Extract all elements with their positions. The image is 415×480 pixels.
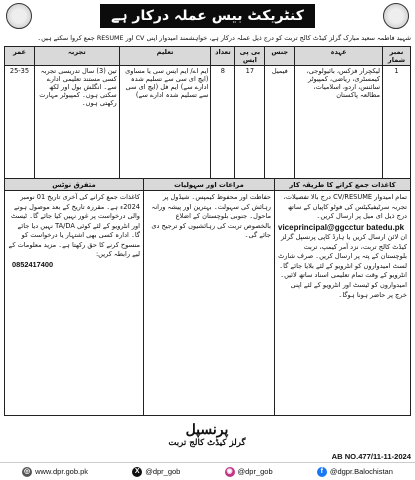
footer-instagram[interactable] [225,467,273,477]
facebook-icon: f [317,467,327,477]
footer-bar [0,462,415,480]
cell-gender: فیمیل [265,66,295,184]
signature-block [142,422,272,448]
footer-website-text: www.dpr.gob.pk [35,467,89,476]
col-header-bps: بی پی ایس [235,47,265,66]
benefits-title: مراعات اور سہولیات [144,179,274,191]
notes-text: کاغذات جمع کرانے کی آخری تاریخ 01 نومبر 2024ء ہے۔ مقررہ تاریخ کے بعد موصول ہونے والی درخواست پر غور نہیں کیا جائے گا۔ ٹیسٹ اور انٹرویو کے لئے کوئی TA/DA نہیں دیا جائے گا۔ ادارہ کسی بھی اشتہار یا درخواست کو منسوخ کرنے کا حق رکھتا ہے۔ مزید معلومات کے لیے رابطہ کریں: [8,193,140,259]
ad-number: AB NO.477/11-11-2024 [331,452,411,461]
intro-text: شہید فاطمہ سعید مبارک گرلز کیڈٹ کالج تربت کو درج ذیل عملہ درکار ہے، خواہشمند امیدوار اپنی CV اور RESUME جمع کروا سکتے ہیں۔ [37,34,411,42]
benefits-text: حفاظت اور محفوظ کیمپس۔ شیڈول پر رہائش کی سہولت۔ بہترین اور پیشہ ورانہ ماحول۔ جنوبی بلوچستان کے اضلاع بالخصوص تربت کی رہائشیوں کو ترجیح دی جائے گی۔ [151,193,271,240]
college-emblem-right [383,3,409,29]
government-emblem-left [6,3,32,29]
table-header-row [5,47,411,66]
apply-text-2: ان لائن ارسال کریں یا ہارڈ کاپی پرنسپل گرلز کیڈٹ کالج تربت، نزد آمر کیمپ، تربت بلوچستان کے پتہ پر ارسال کریں۔ صرف شارٹ لسٹ امیدواروں کو انٹرویو کے لئے بلایا جائے گا۔ انٹرویو کے وقت تمام تعلیمی اسناد ساتھ لائیں۔ امیدواروں کو ٹیسٹ اور انٹرویو کے لئے اپنی خرچ پر حاضر ہونا ہوگا۔ [278,233,407,299]
footer-twitter[interactable] [132,467,180,477]
headline: کنٹریکٹ بیس عملہ درکار ہے [100,4,315,28]
notes-title: متفرق نوٹس [5,179,143,191]
col-header-post: عہدہ [295,47,383,66]
footer-facebook-text: @dgpr.Balochistan [329,467,393,476]
footer-instagram-text: @dpr_gob [237,467,273,476]
apply-email[interactable]: viceprincipal@ggcctur batedu.pk [278,222,405,232]
cell-age: 25-35 [5,66,35,184]
col-header-education: تعلیم [119,47,211,66]
x-twitter-icon: X [132,467,142,477]
col-header-count: تعداد [211,47,235,66]
positions-table [4,46,411,184]
apply-body [275,191,410,302]
header [0,0,415,32]
table-row [5,66,411,184]
col-header-experience: تجربہ [34,47,119,66]
cell-post: لیکچرار فزکس، بائیولوجی، کیمسٹری، ریاضی، کمپیوٹر سائنس، اردو، اسلامیات، مطالعہ پاکستان [295,66,383,184]
cell-bps: 17 [235,66,265,184]
cell-experience: تین (3) سال تدریسی تجربہ کسی مستند تعلیمی ادارے سے۔ انگلش بول اور لکھ سکتی ہوں۔ کمپیوٹر مہارت رکھتی ہوں۔ [34,66,119,184]
benefits-column [143,179,274,415]
footer-twitter-text: @dpr_gob [145,467,181,476]
apply-text-1: تمام امیدوار CV/RESUME درج بالا تفصیلات، تجربہ سرٹیفیکیٹس کی فوٹو کاپیاں کے ساتھ درج ذیل ای میل پر ارسال کریں۔ [283,193,407,221]
cell-sno: 1 [383,66,411,184]
col-header-age: عمر [5,47,35,66]
details-section [4,178,411,416]
globe-icon: ◎ [24,467,31,475]
notes-column [5,179,143,415]
footer-website[interactable] [22,467,88,477]
apply-column [274,179,410,415]
instagram-icon: ◉ [226,467,233,475]
signature-subtitle: گرلز کیڈٹ کالج تربت [168,438,246,448]
col-header-gender: جنس [265,47,295,66]
contact-phone: 0852417400 [12,259,54,269]
cell-count: 8 [211,66,235,184]
apply-title: کاغذات جمع کرانے کا طریقہ کار [275,179,410,191]
notes-body [5,191,143,273]
cell-education: ایم اے/ ایم ایس سی یا مساوی (ایچ ای سی سے تسلیم شدہ ادارے سے) ایم فل (ایچ ای سی سے تسلیم شدہ ادارے سے) [119,66,211,184]
col-header-sno: نمبر شمار [383,47,411,66]
signature-title: پرنسپل [185,422,229,438]
footer-facebook[interactable] [317,467,393,477]
